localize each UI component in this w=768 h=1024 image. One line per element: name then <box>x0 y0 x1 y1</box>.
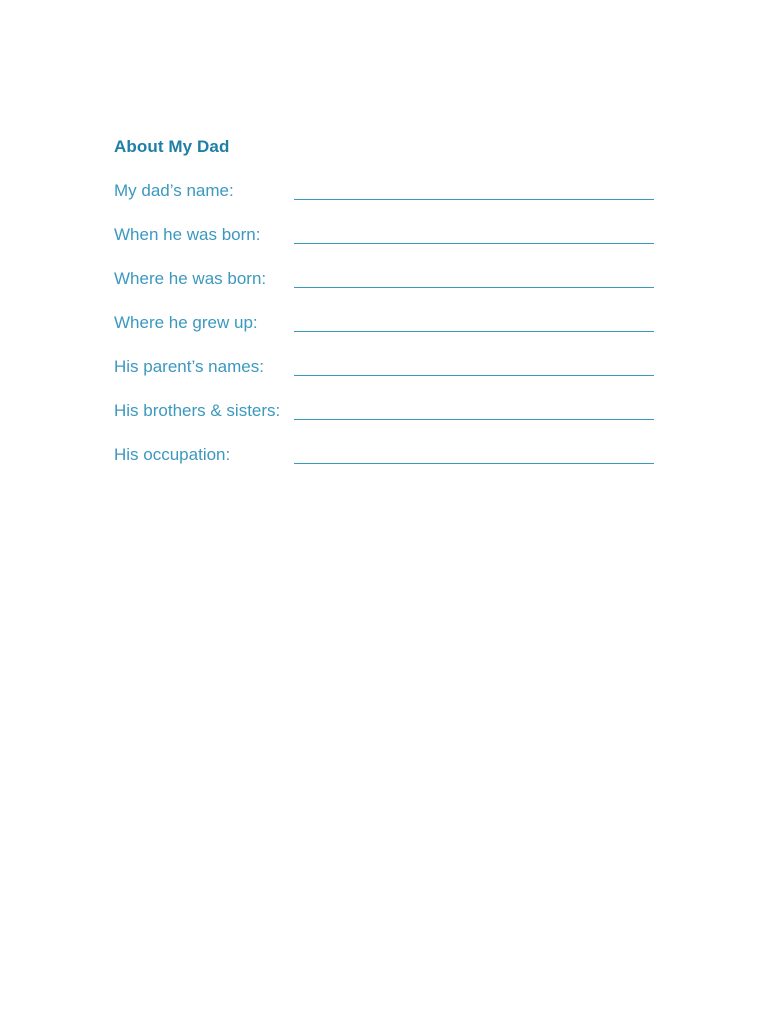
form-title: About My Dad <box>114 137 230 156</box>
field-label-dad-name: My dad’s name: <box>114 181 234 200</box>
field-label-birth-date: When he was born: <box>114 225 261 244</box>
form-fields <box>114 179 674 487</box>
field-line-siblings[interactable] <box>294 419 654 420</box>
field-line-dad-name[interactable] <box>294 199 654 200</box>
field-row-parents-names <box>114 355 674 399</box>
field-line-birth-date[interactable] <box>294 243 654 244</box>
field-label-grew-up: Where he grew up: <box>114 313 258 332</box>
field-row-birth-place <box>114 267 674 311</box>
field-row-birth-date <box>114 223 674 267</box>
field-row-dad-name <box>114 179 674 223</box>
field-row-grew-up <box>114 311 674 355</box>
field-row-siblings <box>114 399 674 443</box>
field-label-birth-place: Where he was born: <box>114 269 267 288</box>
field-line-grew-up[interactable] <box>294 331 654 332</box>
field-label-occupation: His occupation: <box>114 445 231 464</box>
field-line-parents-names[interactable] <box>294 375 654 376</box>
field-row-occupation <box>114 443 674 487</box>
field-label-parents-names: His parent’s names: <box>114 357 264 376</box>
field-line-birth-place[interactable] <box>294 287 654 288</box>
field-label-siblings: His brothers & sisters: <box>114 401 281 420</box>
field-line-occupation[interactable] <box>294 463 654 464</box>
